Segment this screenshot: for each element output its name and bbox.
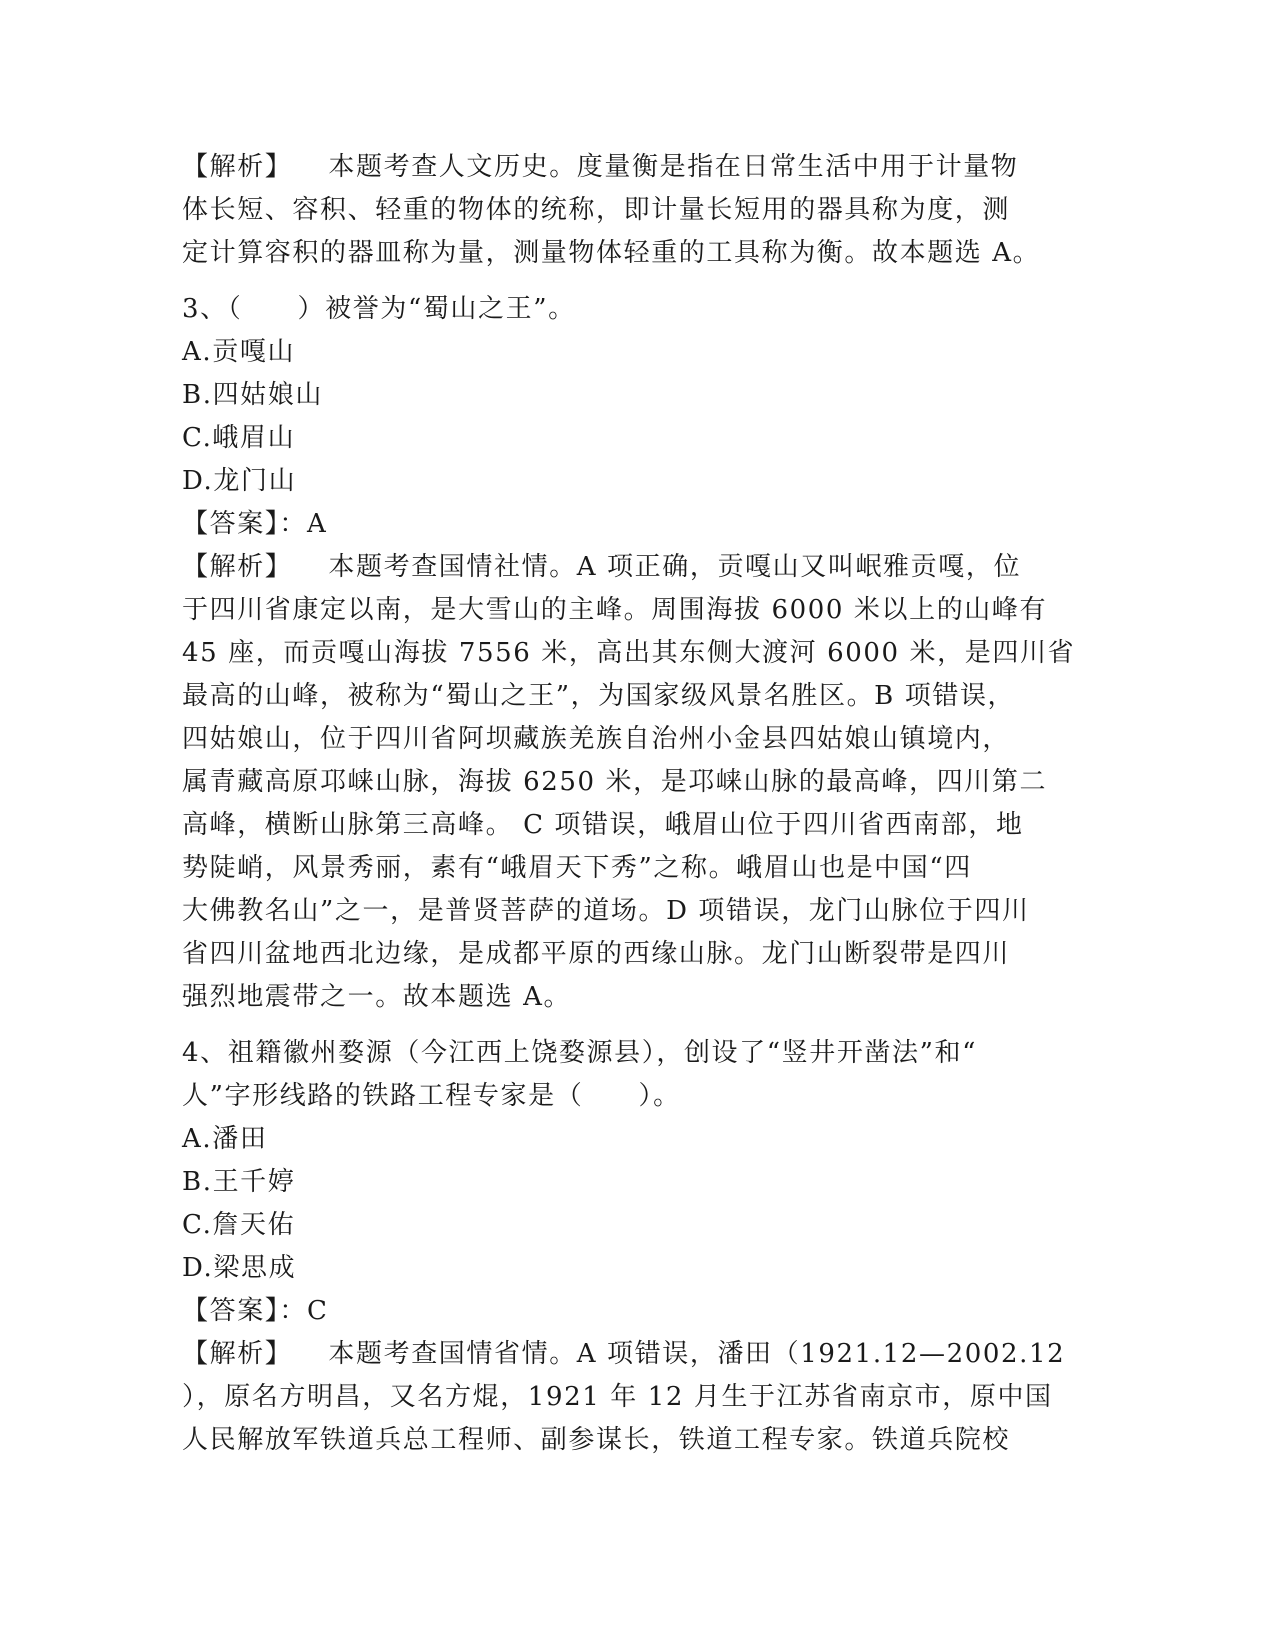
q3-analysis-line-9: 大佛教名山”之一，是普贤菩萨的道场。D 项错误，龙门山脉位于四川 — [182, 896, 1030, 926]
q3-option-c: C.峨眉山 — [182, 423, 296, 453]
document-page — [182, 146, 1077, 1462]
q3-analysis-line-4: 最高的山峰，被称为“蜀山之王”，为国家级风景名胜区。B 项错误， — [182, 681, 1016, 711]
q3-analysis-line-3: 45 座，而贡嘎山海拔 7556 米，高出其东侧大渡河 6000 米，是四川省 — [182, 638, 1076, 668]
q3-option-a: A.贡嘎山 — [182, 337, 296, 367]
q3-analysis-line-10: 省四川盆地西北边缘，是成都平原的西缘山脉。龙门山断裂带是四川 — [182, 939, 1011, 969]
q4-stem-line-1: 4、祖籍徽州婺源（今江西上饶婺源县），创设了“竖井开凿法”和“ — [182, 1038, 978, 1068]
q4-analysis-line-3: 人民解放军铁道兵总工程师、副参谋长，铁道工程专家。铁道兵院校 — [182, 1425, 1011, 1455]
q4-analysis-line-2: ），原名方明昌，又名方焜，1921 年 12 月生于江苏省南京市，原中国 — [182, 1382, 1053, 1412]
q2-analysis-line-3: 定计算容积的器皿称为量，测量物体轻重的工具称为衡。故本题选 A。 — [182, 238, 1041, 268]
q4-option-d: D.梁思成 — [182, 1253, 297, 1283]
q3-analysis-line-11: 强烈地震带之一。故本题选 A。 — [182, 982, 572, 1012]
q4-answer: 【答案】：C — [182, 1296, 329, 1326]
q3-stem: 3、（ ）被誉为“蜀山之王”。 — [182, 294, 576, 324]
q3-option-d: D.龙门山 — [182, 466, 297, 496]
q3-analysis-line-2: 于四川省康定以南，是大雪山的主峰。周围海拔 6000 米以上的山峰有 — [182, 595, 1048, 625]
q4-option-c: C.詹天佑 — [182, 1210, 296, 1240]
q4-option-b: B.王千婷 — [182, 1167, 296, 1197]
q3-analysis-line-1: 【解析】 本题考查国情社情。A 项正确，贡嘎山又叫岷雅贡嘎，位 — [182, 552, 1022, 582]
analysis-label: 【解析】 — [182, 552, 293, 582]
q3-analysis-line-6: 属青藏高原邛崃山脉，海拔 6250 米，是邛崃山脉的最高峰，四川第二 — [182, 767, 1048, 797]
q3-answer: 【答案】：A — [182, 509, 328, 539]
q4-analysis-line-1: 【解析】 本题考查国情省情。A 项错误，潘田（1921.12—2002.12 — [182, 1339, 1066, 1369]
q3-option-b: B.四姑娘山 — [182, 380, 323, 410]
q3-analysis-line-8: 势陡峭，风景秀丽，素有“峨眉天下秀”之称。峨眉山也是中国“四 — [182, 853, 972, 883]
q2-analysis-line-2: 体长短、容积、轻重的物体的统称，即计量长短用的器具称为度，测 — [182, 195, 1011, 225]
q4-stem-line-2: 人”字形线路的铁路工程专家是（ ）。 — [182, 1081, 681, 1111]
analysis-label: 【解析】 — [182, 1339, 293, 1369]
q3-analysis-line-5: 四姑娘山，位于四川省阿坝藏族羌族自治州小金县四姑娘山镇境内， — [182, 724, 1011, 754]
q4-option-a: A.潘田 — [182, 1124, 268, 1154]
q2-analysis-line-1: 【解析】 本题考查人文历史。度量衡是指在日常生活中用于计量物 — [182, 152, 1019, 182]
q3-analysis-line-7: 高峰，横断山脉第三高峰。 C 项错误，峨眉山位于四川省西南部，地 — [182, 810, 1024, 840]
analysis-label: 【解析】 — [182, 152, 293, 182]
